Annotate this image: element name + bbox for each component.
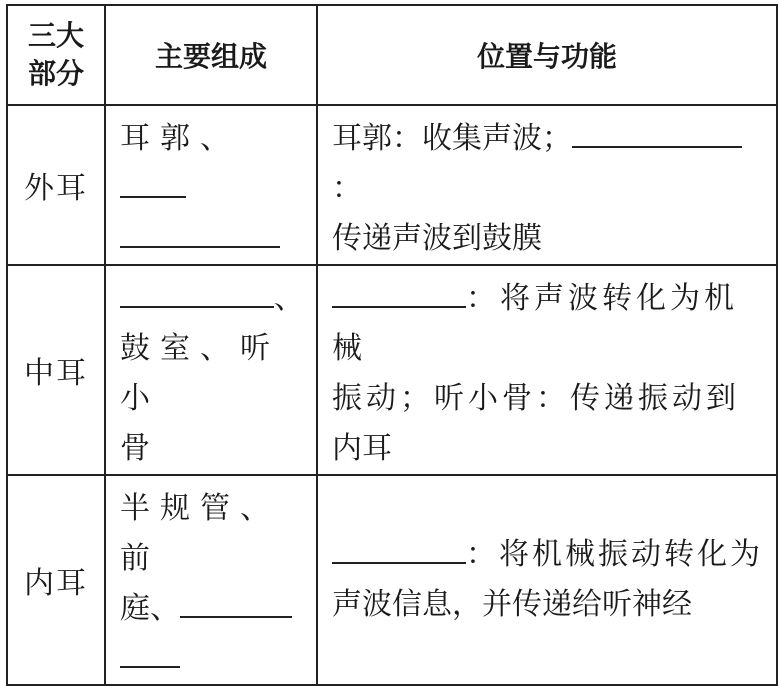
fill-blank [572,120,742,148]
function-outer-ear [317,105,777,265]
function-text: 内耳 [332,431,392,466]
fill-blank [180,590,292,618]
components-inner-ear [105,475,317,685]
function-text: ： [332,171,362,206]
header-parts-line2: 部分 [27,57,84,90]
function-text: 振动；听小骨：传递振动到 [332,381,740,416]
components-text: 、 [274,281,304,316]
function-inner-ear [317,475,777,685]
header-components: 主要组成 [105,5,317,105]
fill-blank [120,640,180,668]
function-text: 耳郭：收集声波； [332,121,572,156]
components-outer-ear [105,105,317,265]
fill-blank [120,170,186,198]
fill-blank [332,536,466,564]
function-middle-ear [317,265,777,475]
function-text: ：将机械振动转化为 [466,537,763,572]
components-middle-ear [105,265,317,475]
components-text: 半规管、前 [120,491,280,576]
ear-structure-table [6,4,778,686]
components-text: 鼓室、听小 [120,331,280,416]
components-text: 耳郭、 [120,121,240,156]
header-parts-line1: 三大 [27,19,84,52]
components-text: 庭、 [120,591,180,626]
table-row-outer-ear [7,105,777,265]
fill-blank [120,220,280,248]
table-row-middle-ear [7,265,777,475]
header-function: 位置与功能 [317,5,777,105]
part-outer-ear: 外耳 [7,105,105,265]
function-text: 声波信息，并传递给听神经 [332,587,692,622]
fill-blank [332,280,466,308]
table-row-inner-ear [7,475,777,685]
header-row [7,5,777,105]
header-parts [7,5,105,105]
function-text: ：将声波转化为机械 [332,281,738,366]
part-inner-ear: 内耳 [7,475,105,685]
part-middle-ear: 中耳 [7,265,105,475]
function-text: 传递声波到鼓膜 [332,221,542,256]
fill-blank [120,280,274,308]
components-text: 骨 [120,431,150,466]
